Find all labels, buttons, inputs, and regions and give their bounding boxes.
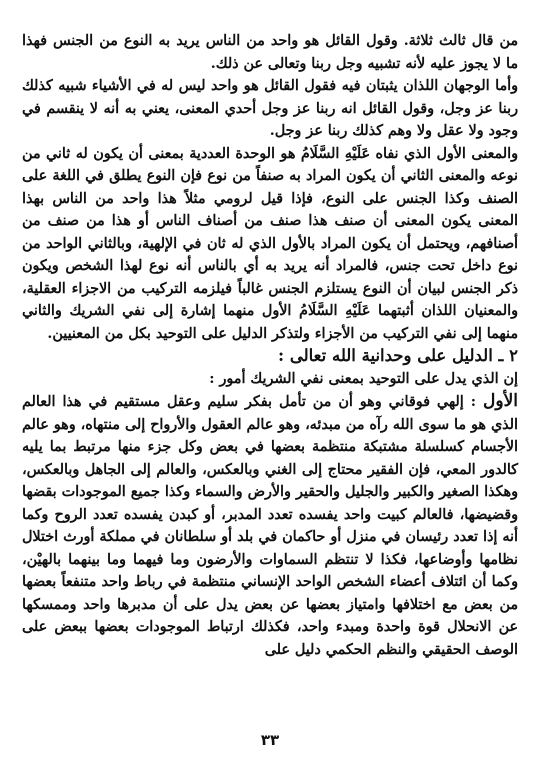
first-point-text: : إلهي فوقاني وهو أن من تأمل بفكر سليم وعقل مستقيم في هذا العالم الذي هو ما سوى الله رآه من مبدئه، وهو عالم العقول والأرواح إلى منتهاه، وهو عالم الأجسام كسلسلة مشتبكة منتظمة بعضها في بعض وكل جزء منها مرتبط بما يليه كالدور المعي، فإن الفقير محتاج إلى الغني وبالعكس، والعالم إلى الجاهل وبالعكس، وهكذا الصغير والكبير والجليل والحقير والأرض والسماء وكذا جميع الموجودات بقضها وقضيضها، فالعالم كبيت واحد يفسده تعدد المدبر، أو كبدن يفسده تعدد الروح وكما أنه إذا تعدد رئيسان في منزل أو حاكمان في بلد أو سلطانان في مملكة أورث اختلال نظامها وأوضاعها، فكذا لا تنتظم السماوات والأرضون وما فيهما وما بينهما بالهيْن، وكما أن ائتلاف أعضاء الشخص الواحد الإنساني منتظمة في رباط واحد متنفعاً بعضها من بعض مع اختلافها وامتياز بعضها عن بعض يدل على أن مدبرها واحد وممسكها عن الانحلال قوة واحدة ومبدء واحد، فكذلك ارتباط الموجودات بعضها ببعض على الوصف الحقيقي والنظم الحكمي دليل على [22, 394, 518, 658]
page-number: ٣٣ [260, 731, 280, 749]
first-point-paragraph [22, 390, 518, 661]
paragraph-2: وأما الوجهان اللذان يثبتان فيه فقول القائل هو واحد ليس له في الأشياء شبيه كذلك ربنا عز وجل، وقول القائل انه ربنا عز وجل أحدي المعنى، يعني به أنه لا ينقسم في وجود ولا عقل ولا وهم كذلك ربنا عز وجل. [22, 78, 518, 139]
first-point-label: الأول [483, 391, 518, 411]
paragraph-3: والمعنى الأول الذي نفاه عَلَيْهِ السَّلَامُ هو الوحدة العددية بمعنى أن يكون له ثاني من نوعه والمعنى الثاني أن يكون المراد به صنفاً من نوع فإن النوع يطلق في اللغة على الصنف وكذا الجنس على النوع، فإذا قيل لرومي مثلاً هذا واحد من الناس بهذا المعنى يكون المعنى أن صنف هذا صنف من أصناف الناس أو هذا من صنف من أصنافهم، ويحتمل أن يكون المراد بالأول الذي له ثان في الإلهية، وبالثاني الواحد من نوع داخل تحت جنس، فالمراد أنه يريد به أي بالناس أنه نوع لهذا الشخص ويكون ذكر الجنس لبيان أن النوع يستلزم الجنس غالباً فيلزمه التركيب من الاجزاء العقلية، والمعنيان اللذان أثبتهما عَلَيْهِ السَّلَامُ الأول منهما إشارة إلى نفي الشريك والثاني منهما إلى نفي التركيب من الأجزاء ولتذكر الدليل على التوحيد بكل من المعنيين. [22, 145, 518, 342]
section-intro: إن الذي يدل على التوحيد بمعنى نفي الشريك أمور : [209, 370, 518, 387]
paragraph-1: من قال ثالث ثلاثة. وقول القائل هو واحد من الناس يريد به النوع من الجنس فهذا ما لا يجوز عليه لأنه تشبيه وجل ربنا وتعالى عن ذلك. [22, 33, 518, 72]
section-heading: ٢ ـ الدليل على وحدانية الله تعالى : [278, 346, 518, 365]
page-body [22, 30, 518, 661]
